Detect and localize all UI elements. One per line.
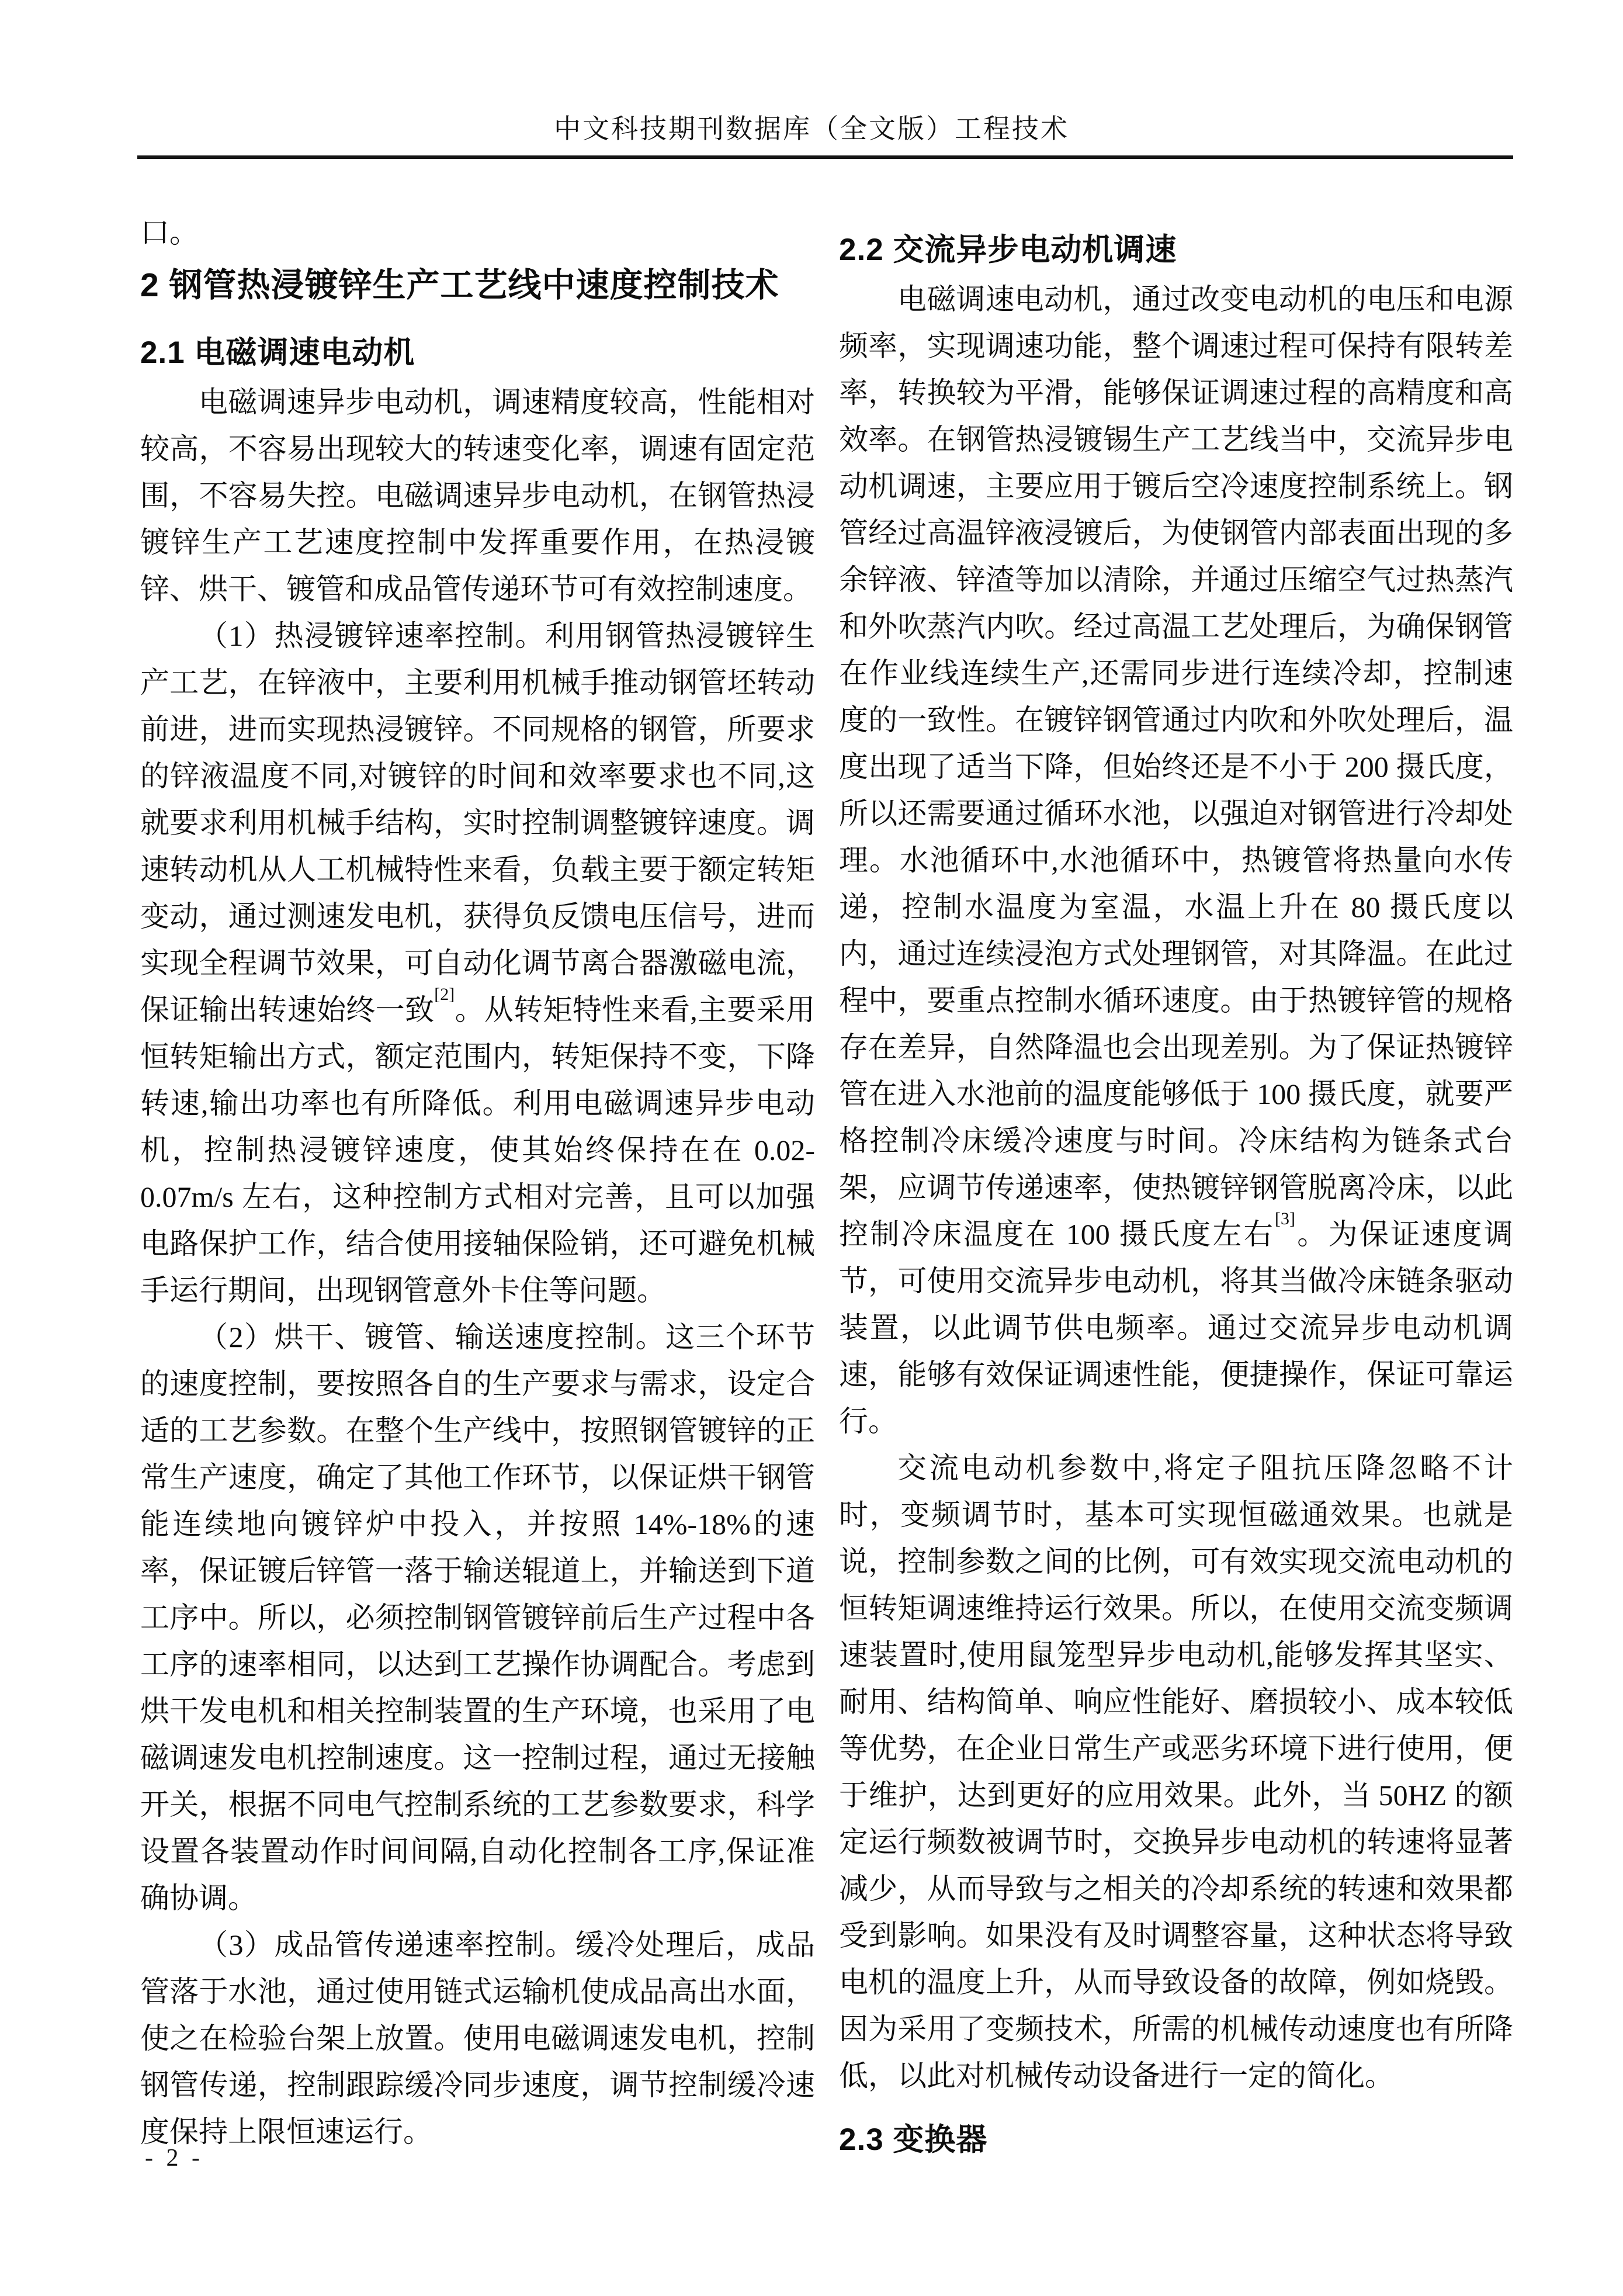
right-column: [839, 209, 1513, 2166]
paragraph: （3）成品管传递速率控制。缓冷处理后，成品管落于水池，通过使用链式运输机使成品高出水面，使之在检验台架上放置。使用电磁调速发电机，控制钢管传递，控制跟踪缓冷同步速度，调节控制缓冷速度保持上限恒速运行。: [140, 1928, 815, 2148]
paragraph: （1）热浸镀锌速率控制。利用钢管热浸镀锌生产工艺，在锌液中，主要利用机械手推动钢管坯转动前进，进而实现热浸镀锌。不同规格的钢管，所要求的锌液温度不同,对镀锌的时间和效率要求也不同,这就要求利用机械手结构，实时控制调整镀锌速度。调速转动机从人工机械特性来看，负载主要于额定转矩变动，通过测速发电机，获得负反馈电压信号，进而实现全程调节效果，可自动化调节离合器激磁电流，保证输出转速始终一致[2]。从转矩特性来看,主要采用恒转矩输出方式，额定范围内，转矩保持不变，下降转速,输出功率也有所降低。利用电磁调速异步电动机，控制热浸镀锌速度，使其始终保持在在 0.02-0.07m/s 左右，这种控制方式相对完善，且可以加强电路保护工作，结合使用接轴保险销，还可避免机械手运行期间，出现钢管意外卡住等问题。: [140, 619, 816, 1307]
subsection-heading: 2.2 交流异步电动机调速: [839, 233, 1177, 267]
subsection-heading: 2.3 变换器: [839, 2122, 988, 2157]
paragraph: 电磁调速异步电动机，调速精度较高，性能相对较高，不容易出现较大的转速变化率，调速有固定范围，不容易失控。电磁调速异步电动机，在钢管热浸镀锌生产工艺速度控制中发挥重要作用，在热浸镀锌、烘干、镀管和成品管传递环节可有效控制速度。: [140, 386, 815, 605]
paragraph: 交流电动机参数中,将定子阻抗压降忽略不计时，变频调节时，基本可实现恒磁通效果。也就是说，控制参数之间的比例，可有效实现交流电动机的恒转矩调速维持运行效果。所以，在使用交流变频调速装置时,使用鼠笼型异步电动机,能够发挥其坚实、耐用、结构简单、响应性能好、磨损较小、成本较低等优势，在企业日常生产或恶劣环境下进行使用，便于维护，达到更好的应用效果。此外，当 50HZ 的额定运行频数被调节时，交换异步电动机的转速将显著减少，从而导致与之相关的冷却系统的转速和效果都受到影响。如果没有及时调整容量，这种状态将导致电机的温度上升，从而导致设备的故障，例如烧毁。因为采用了变频技术，所需的机械传动速度也有所降低，以此对机械传动设备进行一定的简化。: [839, 1452, 1513, 2092]
page-number: - 2 -: [145, 2145, 203, 2172]
paragraph: 电磁调速电动机，通过改变电动机的电压和电源频率，实现调速功能，整个调速过程可保持有限转差率，转换较为平滑，能够保证调速过程的高精度和高效率。在钢管热浸镀锡生产工艺线当中，交流异步电动机调速，主要应用于镀后空冷速度控制系统上。钢管经过高温锌液浸镀后，为使钢管内部表面出现的多余锌液、锌渣等加以清除，并通过压缩空气过热蒸汽和外吹蒸汽内吹。经过高温工艺处理后，为确保钢管在作业线连续生产,还需同步进行连续冷却，控制速度的一致性。在镀锌钢管通过内吹和外吹处理后，温度出现了适当下降，但始终还是不小于 200 摄氏度，所以还需要通过循环水池，以强迫对钢管进行冷却处理。水池循环中,水池循环中，热镀管将热量向水传递，控制水温度为室温，水温上升在 80 摄氏度以内，通过连续浸泡方式处理钢管，对其降温。在此过程中，要重点控制水循环速度。由于热镀锌管的规格存在差异，自然降温也会出现差别。为了保证热镀锌管在进入水池前的温度能够低于 100 摄氏度，就要严格控制冷床缓冷速度与时间。冷床结构为链条式台架，应调节传递速率，使热镀锌钢管脱离冷床，以此控制冷床温度在 100 摄氏度左右[3]。为保证速度调节，可使用交流异步电动机，将其当做冷床链条驱动装置，以此调节供电频率。通过交流异步电动机调速，能够有效保证调速性能，便捷操作，保证可靠运行。: [839, 283, 1514, 1438]
page-header: 中文科技期刊数据库（全文版）工程技术: [554, 114, 1069, 144]
subsection-heading: 2.1 电磁调速电动机: [140, 335, 415, 370]
paragraph: （2）烘干、镀管、输送速度控制。这三个环节的速度控制，要按照各自的生产要求与需求，设定合适的工艺参数。在整个生产线中，按照钢管镀锌的正常生产速度，确定了其他工作环节，以保证烘干钢管能连续地向镀锌炉中投入，并按照 14%-18%的速率，保证镀后锌管一落于输送辊道上，并输送到下道工序中。所以，必须控制钢管镀锌前后生产过程中各工序的速率相同，以达到工艺操作协调配合。考虑到烘干发电机和相关控制装置的生产环境，也采用了电磁调速发电机控制速度。这一控制过程，通过无接触开关，根据不同电气控制系统的工艺参数要求，科学设置各装置动作时间间隔,自动化控制各工序,保证准确协调。: [140, 1321, 815, 1914]
carryover-text: 口。: [140, 216, 199, 249]
left-column: [140, 209, 815, 2155]
citation-ref: [3]: [1275, 1208, 1295, 1228]
citation-ref: [2]: [434, 984, 455, 1004]
section-heading: 2 钢管热浸镀锌生产工艺线中速度控制技术: [140, 266, 779, 304]
header-rule: [137, 155, 1513, 159]
